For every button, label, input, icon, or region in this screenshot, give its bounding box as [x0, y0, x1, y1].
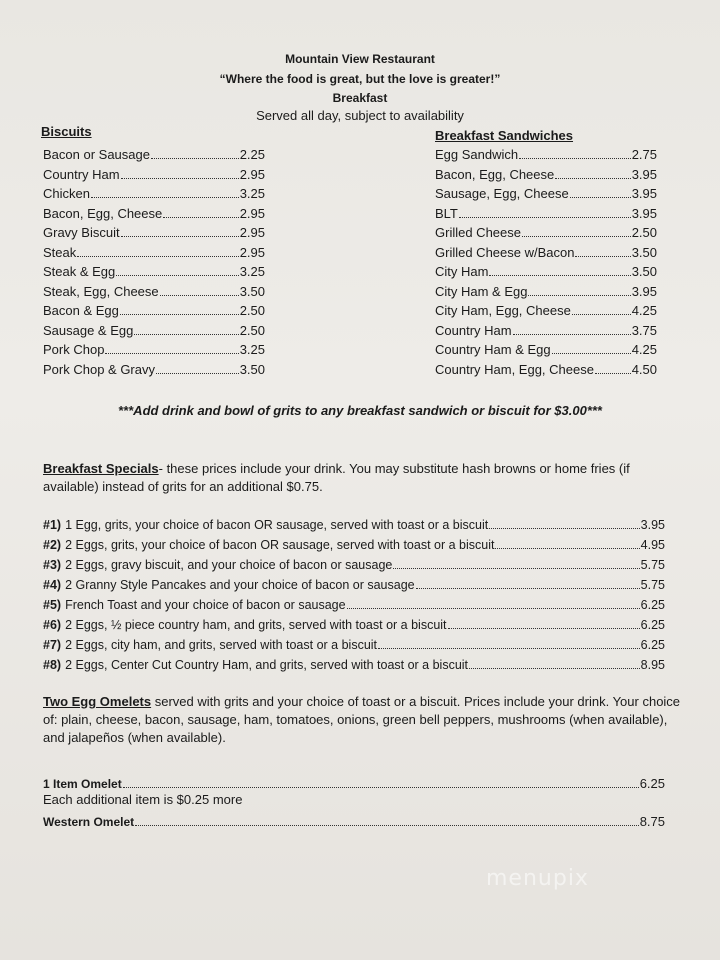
biscuit-item-name: Country Ham — [43, 166, 120, 182]
special-price: 6.25 — [640, 638, 665, 652]
special-description: 1 Egg, grits, your choice of bacon OR sausage, served with toast or a biscuit — [65, 518, 489, 532]
biscuit-item — [43, 147, 265, 162]
watermark-logo: menupix — [486, 866, 589, 891]
biscuit-item-price: 2.95 — [239, 244, 265, 260]
biscuit-item — [43, 206, 265, 221]
special-item — [43, 638, 665, 652]
biscuit-item-name: Steak, Egg, Cheese — [43, 283, 159, 299]
biscuit-item-price: 2.25 — [239, 147, 265, 162]
western-omelet-row — [43, 814, 665, 829]
special-description: 2 Eggs, ½ piece country ham, and grits, served with toast or a biscuit — [65, 618, 447, 632]
sandwich-item — [435, 245, 657, 260]
biscuit-item-name: Pork Chop — [43, 342, 105, 357]
sandwich-item-price: 4.25 — [631, 303, 657, 318]
special-description: 2 Eggs, grits, your choice of bacon OR sausage, served with toast or a biscuit — [65, 538, 495, 552]
special-price: 6.25 — [640, 598, 665, 612]
one-item-omelet-price: 6.25 — [639, 776, 665, 791]
addon-note: ***Add drink and bowl of grits to any breakfast sandwich or biscuit for $3.00*** — [118, 403, 602, 418]
sandwich-item — [435, 323, 657, 338]
special-item — [43, 518, 665, 532]
served-note: Served all day, subject to availability — [256, 108, 464, 123]
sandwich-item-name: Country Ham & Egg — [435, 342, 551, 357]
special-description: 2 Eggs, gravy biscuit, and your choice of bacon or sausage — [65, 558, 393, 572]
special-item — [43, 658, 665, 672]
biscuit-item — [43, 167, 265, 182]
sandwich-item-price: 3.75 — [631, 322, 657, 338]
biscuit-item-name: Sausage & Egg — [43, 322, 134, 338]
biscuit-item-price: 2.95 — [239, 205, 265, 221]
biscuit-item-name: Pork Chop & Gravy — [43, 361, 155, 377]
specials-description: - these prices include your drink. You may substitute hash browns or home fries (if available) instead of grits for an additional $0.75. — [43, 461, 630, 494]
sandwich-item-name: Country Ham — [435, 322, 512, 338]
special-description: 2 Eggs, city ham, and grits, served with toast or a biscuit — [65, 638, 378, 652]
special-item — [43, 538, 665, 552]
slogan: “Where the food is great, but the love is greater!” — [219, 72, 501, 86]
sandwich-item-name: Bacon, Egg, Cheese — [435, 166, 555, 182]
sandwich-item-price: 2.75 — [631, 147, 657, 162]
one-item-omelet-row — [43, 776, 665, 791]
sandwich-item — [435, 167, 657, 182]
biscuit-item-price: 2.95 — [239, 166, 265, 182]
sandwich-item-name: Grilled Cheese w/Bacon — [435, 244, 575, 260]
biscuit-item-name: Chicken — [43, 186, 90, 201]
omelets-title: Two Egg Omelets — [43, 694, 152, 709]
additional-item-note: Each additional item is $0.25 more — [43, 792, 243, 807]
special-number: #6) — [43, 618, 62, 632]
biscuit-item — [43, 264, 265, 279]
sandwich-item — [435, 225, 657, 240]
sandwich-item — [435, 303, 657, 318]
biscuit-item — [43, 284, 265, 299]
special-price: 8.95 — [640, 658, 665, 672]
biscuit-item-price: 3.50 — [239, 361, 265, 377]
one-item-omelet-label: 1 Item Omelet — [43, 777, 122, 791]
special-price: 3.95 — [640, 518, 665, 532]
special-price: 5.75 — [640, 578, 665, 592]
sandwich-item-price: 3.95 — [631, 205, 657, 221]
sandwich-item-price: 3.95 — [631, 283, 657, 299]
special-number: #1) — [43, 518, 62, 532]
sandwich-item — [435, 147, 657, 162]
special-item — [43, 558, 665, 572]
restaurant-name: Mountain View Restaurant — [285, 52, 435, 66]
special-number: #4) — [43, 578, 62, 592]
biscuit-item-price: 3.25 — [239, 342, 265, 357]
special-item — [43, 618, 665, 632]
sandwich-item-name: Sausage, Egg, Cheese — [435, 186, 569, 201]
biscuit-item-price: 3.25 — [239, 264, 265, 279]
special-price: 5.75 — [640, 558, 665, 572]
sandwich-item-name: Grilled Cheese — [435, 225, 521, 240]
meal-heading: Breakfast — [332, 91, 388, 105]
sandwich-item-name: Country Ham, Egg, Cheese — [435, 361, 594, 377]
sandwich-item-price: 3.50 — [631, 244, 657, 260]
biscuit-item-name: Steak & Egg — [43, 264, 116, 279]
specials-intro — [43, 460, 683, 496]
biscuit-item-price: 2.50 — [239, 322, 265, 338]
special-number: #3) — [43, 558, 62, 572]
sandwich-item-price: 3.95 — [631, 186, 657, 201]
sandwich-item-name: Egg Sandwich — [435, 147, 519, 162]
sandwich-item-name: BLT — [435, 205, 458, 221]
biscuit-item-price: 3.25 — [239, 186, 265, 201]
sandwich-item-price: 2.50 — [631, 225, 657, 240]
sandwich-item-name: City Ham — [435, 264, 489, 279]
biscuit-item — [43, 186, 265, 201]
special-number: #8) — [43, 658, 62, 672]
biscuit-item-price: 3.50 — [239, 283, 265, 299]
specials-title: Breakfast Specials — [43, 461, 159, 476]
special-price: 4.95 — [640, 538, 665, 552]
special-number: #5) — [43, 598, 62, 612]
sandwich-item-price: 4.50 — [631, 361, 657, 377]
biscuit-item — [43, 342, 265, 357]
biscuit-item-price: 2.50 — [239, 303, 265, 318]
western-omelet-label: Western Omelet — [43, 815, 135, 829]
biscuit-item — [43, 362, 265, 377]
biscuits-title: Biscuits — [41, 124, 92, 139]
biscuit-item-price: 2.95 — [239, 225, 265, 240]
sandwich-item — [435, 264, 657, 279]
omelets-description: served with grits and your choice of toast or a biscuit. Prices include your drink. Your choice of: plain, cheese, bacon, sausage, ham, tomatoes, onions, green bell peppers, mushrooms (when available), and jalapeños (when available). — [43, 694, 681, 745]
sandwich-item-name: City Ham, Egg, Cheese — [435, 303, 571, 318]
special-price: 6.25 — [640, 618, 665, 632]
special-item — [43, 578, 665, 592]
omelets-intro — [43, 693, 683, 747]
biscuit-item — [43, 323, 265, 338]
sandwich-item-price: 3.95 — [631, 166, 657, 182]
biscuit-item-name: Gravy Biscuit — [43, 225, 120, 240]
special-description: French Toast and your choice of bacon or sausage — [65, 598, 346, 612]
sandwich-item-price: 4.25 — [631, 342, 657, 357]
special-number: #2) — [43, 538, 62, 552]
biscuit-item — [43, 245, 265, 260]
biscuit-item — [43, 225, 265, 240]
biscuit-item-name: Bacon & Egg — [43, 303, 119, 318]
biscuit-item-name: Bacon, Egg, Cheese — [43, 205, 163, 221]
sandwich-item — [435, 284, 657, 299]
western-omelet-price: 8.75 — [639, 814, 665, 829]
biscuit-item-name: Steak — [43, 244, 77, 260]
sandwich-item-name: City Ham & Egg — [435, 283, 528, 299]
sandwich-item — [435, 362, 657, 377]
sandwich-item — [435, 186, 657, 201]
sandwich-item — [435, 206, 657, 221]
special-description: 2 Eggs, Center Cut Country Ham, and grits, served with toast or a biscuit — [65, 658, 469, 672]
biscuit-item-name: Bacon or Sausage — [43, 147, 150, 162]
special-number: #7) — [43, 638, 62, 652]
biscuit-item — [43, 303, 265, 318]
sandwich-item — [435, 342, 657, 357]
sandwiches-title: Breakfast Sandwiches — [435, 128, 574, 143]
sandwich-item-price: 3.50 — [631, 264, 657, 279]
special-description: 2 Granny Style Pancakes and your choice of bacon or sausage — [65, 578, 415, 592]
special-item — [43, 598, 665, 612]
